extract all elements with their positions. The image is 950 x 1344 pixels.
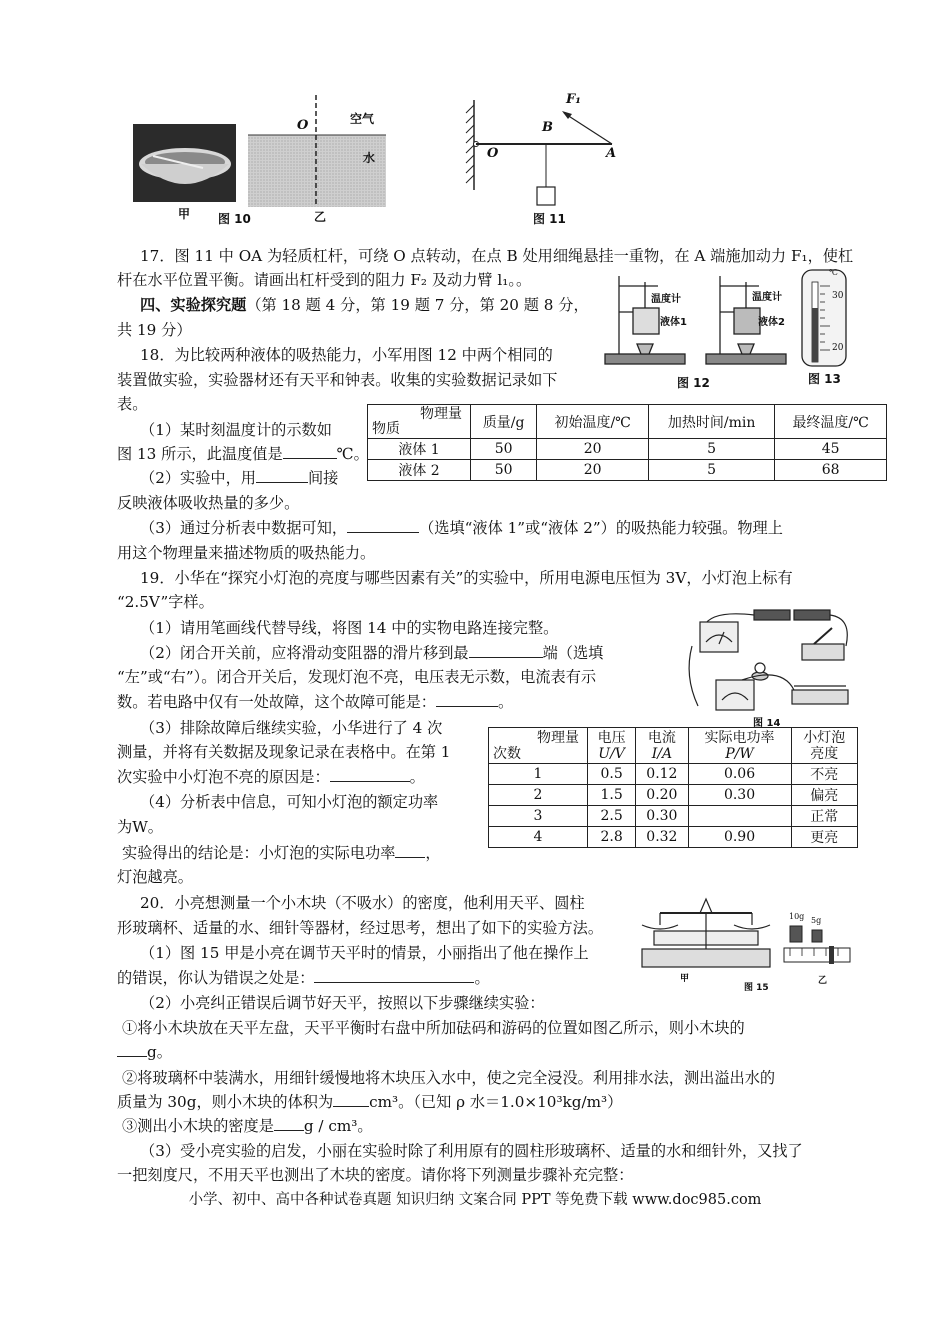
section-4-line-2: 共 19 分） [117,321,192,339]
q19-conclusion-text-end: ， [425,844,441,862]
table-cell: 液体 2 [368,460,471,481]
table-19-col-name: 电流 [647,729,676,746]
q19-3-line-3 [117,767,425,787]
table-cell: 0.32 [636,827,688,848]
table-cell: 0.30 [636,806,688,827]
figure-15-label-jia: 甲 [680,974,690,984]
figure-13-thermometer [800,268,848,368]
figure-11-label-o: O [487,146,499,161]
table-row [489,764,858,785]
q19-conclusion-line-1 [122,843,441,863]
figure-15-label-yi: 乙 [818,976,828,986]
table-cell: 0.5 [588,764,636,785]
q20-1-text-end: 。 [474,969,490,987]
table-19 [488,727,858,848]
table-19-col-name: 小灯泡 [803,729,846,746]
table-cell: 20 [537,460,649,481]
q19-line-1: 19．小华在“探究小灯泡的亮度与哪些因素有关”的实验中，所用电源电压恒为 3V，小灯泡上标有 [140,569,793,587]
q18-2-text: （2）实验中，用 [140,469,256,487]
table-cell: 0.30 [688,785,791,806]
table-cell: 不亮 [791,764,857,785]
q20-step1-blank[interactable] [117,1042,147,1057]
q18-2-line-2: 反映液体吸收热量的多少。 [117,494,300,512]
table-row [368,460,887,481]
table-cell: 2 [489,785,588,806]
q19-2-fault-text: 数。若电路中仅有一处故障，这个故障可能是： [117,693,436,711]
table-cell [688,806,791,827]
q19-4-line-2: 为W。 [117,818,163,836]
q18-1-answer-blank[interactable] [283,444,337,459]
table-18-col-header: 初始温度/℃ [537,405,649,439]
q19-2-line-3 [117,692,513,712]
q18-line-3: 表。 [117,395,148,413]
q18-2-answer-blank[interactable] [256,468,308,483]
page-footer: 小学、初中、高中各种试卷真题 知识归纳 文案合同 PPT 等免费下载 www.doc985.com [188,1192,762,1208]
table-cell: 液体 1 [368,439,471,460]
figure-13-tick-20: 20 [832,343,844,353]
table-cell: 50 [471,460,537,481]
q20-2-line: （2）小亮纠正错误后调节好天平，按照以下步骤继续实验： [140,994,545,1012]
q20-1-line-2 [117,968,490,988]
q20-step3-line [122,1116,373,1136]
q20-step2-text-end: cm³。（已知 ρ 水＝1.0×10³kg/m³） [369,1093,623,1111]
q19-4-line-1: （4）分析表中信息，可知小灯泡的额定功率 [140,793,439,811]
q19-conclusion-text: 实验得出的结论是：小灯泡的实际电功率 [122,844,396,862]
q20-3-line-1: （3）受小亮实验的启发，小丽在实验时除了利用原有的圆柱形玻璃杯、适量的水和细针外，又找了 [140,1142,803,1160]
q20-line-2: 形玻璃杯、适量的水、细针等器材，经过思考，想出了如下的实验方法。 [117,919,603,937]
q19-3-line-2: 测量，并将有关数据及现象记录在表格中。在第 1 [117,743,451,761]
q18-line-1: 18．为比较两种液体的吸热能力，小军用图 12 中两个相同的 [140,346,553,364]
section-4-heading [140,295,589,315]
figure-11-label-a: A [606,146,617,161]
figure-15-balance [640,893,772,977]
q19-2-fault-blank[interactable] [436,692,498,707]
q20-step2-blank[interactable] [333,1092,369,1107]
table-row [368,439,887,460]
q20-line-1: 20．小亮想测量一个小木块（不吸水）的密度，他利用天平、圆柱 [140,894,585,912]
q20-1-line-1: （1）图 15 甲是小亮在调节天平时的情景，小丽指出了他在操作上 [140,944,589,962]
q18-1-unit: ℃。 [336,445,369,463]
figure-13-tick-30: 30 [832,291,844,301]
q20-step3-blank[interactable] [274,1116,304,1131]
table-cell: 3 [489,806,588,827]
q18-3-text-end: （选填“液体 1”或“液体 2”）的吸热能力较强。物理上 [419,519,783,537]
q18-1-text: 图 13 所示，此温度值是 [117,445,283,463]
table-cell: 5 [649,439,775,460]
table-19-col-header [636,728,688,764]
table-19-col-unit: U/V [598,745,625,762]
q19-2-fault-end: 。 [497,693,514,711]
table-row [489,806,858,827]
q19-3-answer-blank[interactable] [330,767,410,782]
table-row [489,827,858,848]
q18-line-2: 装置做实验，实验器材还有天平和钟表。收集的实验数据记录如下 [117,371,558,389]
table-19-col-unit: P/W [725,745,754,762]
q18-3-answer-blank[interactable] [347,518,419,533]
q19-conclusion-blank[interactable] [395,843,425,858]
figure-11-label-b: B [542,120,553,135]
table-cell: 0.06 [688,764,791,785]
table-cell: 68 [775,460,887,481]
figure-12-label-thermo-2: 温度计 [752,292,782,303]
figure-10-label-o: O [297,118,309,133]
figure-10-label-air: 空气 [350,112,375,126]
figure-13-caption: 图 13 [808,372,841,386]
q18-3-line-1 [140,518,783,538]
q20-step1-line-2 [117,1042,172,1062]
q19-2-text-end: 端（选填 [542,644,604,662]
q19-2-answer-blank[interactable] [469,643,543,658]
figure-12-label-liquid-1: 液体1 [660,317,687,328]
figure-10-photo [133,124,236,202]
q18-3-line-2: 用这个物理量来描述物质的吸热能力。 [117,544,376,562]
table-cell: 1.5 [588,785,636,806]
figure-10-label-yi: 乙 [314,210,327,224]
table-18 [367,404,887,481]
table-cell: 50 [471,439,537,460]
q17-line-1: 17．图 11 中 OA 为轻质杠杆，可绕 O 点转动，在点 B 处用细绳悬挂一重物，在 A 端施加动力 F₁，使杠 [140,247,854,265]
table-19-header-corner [489,728,588,764]
table-19-col-unit: 亮度 [810,745,839,762]
table-cell: 2.8 [588,827,636,848]
figure-10-caption: 图 10 [218,212,251,226]
table-19-col-header [791,728,857,764]
q18-1-line-2 [117,444,369,464]
section-4-points: （第 18 题 4 分，第 19 题 7 分，第 20 题 8 分， [246,296,589,314]
table-cell: 0.12 [636,764,688,785]
q18-3-text: （3）通过分析表中数据可知， [140,519,348,537]
figure-11-label-f1: F₁ [566,92,581,107]
table-cell: 0.90 [688,827,791,848]
figure-12-label-liquid-2: 液体2 [758,317,785,328]
table-cell: 1 [489,764,588,785]
q20-step2-line-2 [117,1092,622,1112]
q19-2-line-2: “左”或“右”）。闭合开关后，发现灯泡不亮，电压表无示数，电流表有示 [117,668,597,686]
q19-3-line-1: （3）排除故障后继续实验，小华进行了 4 次 [140,719,443,737]
section-4-title: 四、实验探究题 [140,296,247,314]
figure-10-label-water: 水 [363,151,376,165]
q18-1-line-1: （1）某时刻温度计的示数如 [140,421,332,439]
figure-15-weight-10g: 10g [789,912,805,921]
table-cell: 2.5 [588,806,636,827]
table-cell: 5 [649,460,775,481]
table-19-col-unit: I/A [651,745,673,762]
figure-15-caption: 图 15 [744,983,769,993]
table-18-col-header: 加热时间/min [649,405,775,439]
q20-step1-line-1: ①将小木块放在天平左盘，天平平衡时右盘中所加砝码和游码的位置如图乙所示，则小木块的 [122,1019,745,1037]
table-19-col-name: 电压 [597,729,626,746]
q20-step2-text: 质量为 30g，则小木块的体积为 [117,1093,334,1111]
q20-step1-unit: g。 [147,1043,172,1061]
q20-1-text: 的错误，你认为错误之处是： [117,969,315,987]
table-19-header-top: 物理量 [537,729,579,746]
table-19-col-header [588,728,636,764]
q17-line-2: 杆在水平位置平衡。请画出杠杆受到的阻力 F₂ 及动力臂 l₁。。 [117,271,532,289]
figure-14-caption: 图 14 [753,718,781,729]
q19-3-text-end: 。 [409,768,425,786]
q19-2-text: （2）闭合开关前，应将滑动变阻器的滑片移到最 [140,644,469,662]
table-19-header-bottom: 次数 [493,745,521,762]
table-19-col-header [688,728,791,764]
q19-3-text: 次实验中小灯泡不亮的原因是： [117,768,330,786]
table-cell: 更亮 [791,827,857,848]
table-cell: 0.20 [636,785,688,806]
q18-2-line-1 [140,468,338,488]
table-row [489,785,858,806]
table-18-header-corner [368,405,471,439]
figure-14-circuit [682,606,858,718]
table-18-col-header: 最终温度/℃ [775,405,887,439]
q19-2-line-1 [140,643,603,663]
figure-12-caption: 图 12 [677,376,710,390]
table-cell: 正常 [791,806,857,827]
table-cell: 20 [537,439,649,460]
q19-line-2: “2.5V”字样。 [117,593,214,611]
figure-11-caption: 图 11 [533,212,566,226]
figure-12-label-thermo-1: 温度计 [651,294,681,305]
q19-1-line: （1）请用笔画线代替导线，将图 14 中的实物电路连接完整。 [140,619,559,637]
table-cell: 偏亮 [791,785,857,806]
table-18-header-bottom: 物质 [372,420,400,437]
q20-step3-text: ③测出小木块的密度是 [122,1117,274,1135]
q18-2-text-end: 间接 [307,469,339,487]
figure-10-label-jia: 甲 [178,207,191,221]
table-cell: 4 [489,827,588,848]
q20-step2-line-1: ②将玻璃杯中装满水，用细针缓慢地将木块压入水中，使之完全浸没。利用排水法，测出溢出水的 [122,1069,776,1087]
table-cell: 45 [775,439,887,460]
table-18-col-header: 质量/g [471,405,537,439]
q19-conclusion-line-2: 灯泡越亮。 [117,868,193,886]
figure-11-lever [462,95,622,210]
q20-1-answer-blank[interactable] [314,968,474,983]
q20-step3-unit: g / cm³。 [303,1117,373,1135]
figure-13-unit: ℃ [829,268,838,277]
table-18-header-top: 物理量 [420,405,462,422]
figure-15-weight-5g: 5g [811,916,822,925]
q20-3-line-2: 一把刻度尺，不用天平也测出了木块的密度。请你将下列测量步骤补充完整： [117,1166,634,1184]
table-19-col-name: 实际电功率 [704,729,775,746]
